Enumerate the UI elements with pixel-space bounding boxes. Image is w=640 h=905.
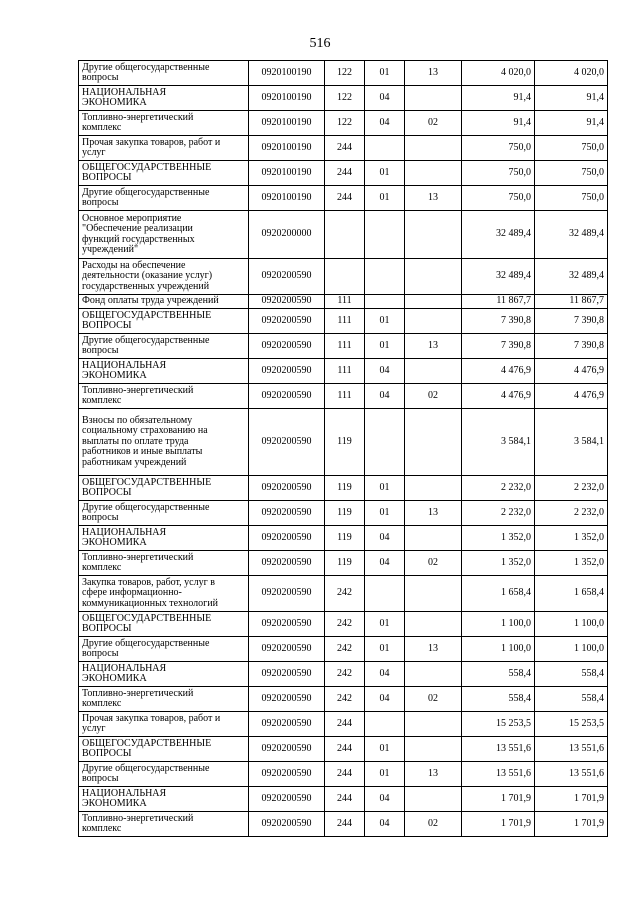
section-cell [365,295,405,309]
section-cell: 04 [365,551,405,576]
table-row [79,259,608,295]
section-cell: 04 [365,662,405,687]
subsection-cell [405,86,462,111]
amount-year2-cell: 32 489,4 [535,211,608,259]
expense-type-cell: 119 [325,501,365,526]
subsection-cell: 13 [405,762,462,787]
expense-name-cell: ОБЩЕГОСУДАРСТВЕННЫЕ ВОПРОСЫ [79,737,249,762]
table-row [79,526,608,551]
table-row [79,787,608,812]
table-body [79,61,608,837]
amount-year1-cell: 4 020,0 [462,61,535,86]
subsection-cell [405,409,462,476]
amount-year2-cell: 91,4 [535,111,608,136]
expense-name-cell: Фонд оплаты труда учреждений [79,295,249,309]
amount-year2-cell: 558,4 [535,662,608,687]
amount-year2-cell: 13 551,6 [535,737,608,762]
amount-year1-cell: 750,0 [462,161,535,186]
table-row [79,501,608,526]
amount-year2-cell: 2 232,0 [535,501,608,526]
expense-name-cell: Топливно-энергетический комплекс [79,812,249,837]
table-row [79,576,608,612]
subsection-cell [405,136,462,161]
target-article-code-cell: 0920200590 [249,712,325,737]
target-article-code-cell: 0920200590 [249,637,325,662]
amount-year2-cell: 750,0 [535,186,608,211]
subsection-cell [405,309,462,334]
expense-type-cell: 119 [325,526,365,551]
amount-year1-cell: 1 352,0 [462,526,535,551]
expense-name-cell: НАЦИОНАЛЬНАЯ ЭКОНОМИКА [79,526,249,551]
amount-year2-cell: 1 352,0 [535,526,608,551]
expense-name-cell: Прочая закупка товаров, работ и услуг [79,136,249,161]
subsection-cell [405,526,462,551]
subsection-cell: 13 [405,334,462,359]
amount-year1-cell: 1 100,0 [462,612,535,637]
target-article-code-cell: 0920200590 [249,737,325,762]
section-cell [365,136,405,161]
expense-type-cell: 244 [325,161,365,186]
expense-type-cell: 244 [325,812,365,837]
table-row [79,86,608,111]
target-article-code-cell: 0920200590 [249,295,325,309]
expense-type-cell: 122 [325,111,365,136]
expense-type-cell: 111 [325,334,365,359]
section-cell: 01 [365,762,405,787]
table-row [79,662,608,687]
amount-year1-cell: 558,4 [462,687,535,712]
target-article-code-cell: 0920200590 [249,334,325,359]
budget-table [78,60,608,837]
section-cell: 01 [365,186,405,211]
subsection-cell: 02 [405,384,462,409]
subsection-cell: 02 [405,111,462,136]
expense-name-cell: ОБЩЕГОСУДАРСТВЕННЫЕ ВОПРОСЫ [79,476,249,501]
section-cell: 01 [365,501,405,526]
section-cell: 04 [365,526,405,551]
amount-year1-cell: 7 390,8 [462,334,535,359]
expense-name-cell: НАЦИОНАЛЬНАЯ ЭКОНОМИКА [79,359,249,384]
expense-name-cell: НАЦИОНАЛЬНАЯ ЭКОНОМИКА [79,787,249,812]
subsection-cell [405,612,462,637]
amount-year1-cell: 11 867,7 [462,295,535,309]
expense-name-cell: Другие общегосударственные вопросы [79,637,249,662]
amount-year1-cell: 750,0 [462,136,535,161]
amount-year1-cell: 3 584,1 [462,409,535,476]
expense-type-cell: 244 [325,762,365,787]
amount-year2-cell: 1 100,0 [535,612,608,637]
amount-year2-cell: 2 232,0 [535,476,608,501]
amount-year1-cell: 15 253,5 [462,712,535,737]
subsection-cell [405,712,462,737]
amount-year2-cell: 558,4 [535,687,608,712]
subsection-cell [405,787,462,812]
expense-type-cell: 244 [325,787,365,812]
section-cell: 01 [365,334,405,359]
amount-year1-cell: 2 232,0 [462,501,535,526]
amount-year2-cell: 4 476,9 [535,359,608,384]
expense-type-cell: 122 [325,86,365,111]
expense-name-cell: Топливно-энергетический комплекс [79,687,249,712]
section-cell: 04 [365,812,405,837]
amount-year1-cell: 558,4 [462,662,535,687]
amount-year2-cell: 7 390,8 [535,334,608,359]
section-cell: 01 [365,737,405,762]
expense-name-cell: Другие общегосударственные вопросы [79,762,249,787]
table-row [79,295,608,309]
section-cell [365,576,405,612]
expense-type-cell: 119 [325,409,365,476]
table-row [79,111,608,136]
amount-year2-cell: 13 551,6 [535,762,608,787]
target-article-code-cell: 0920200590 [249,612,325,637]
table-row [79,612,608,637]
target-article-code-cell: 0920200590 [249,787,325,812]
amount-year1-cell: 4 476,9 [462,359,535,384]
target-article-code-cell: 0920200590 [249,687,325,712]
section-cell [365,409,405,476]
amount-year1-cell: 91,4 [462,111,535,136]
amount-year2-cell: 4 476,9 [535,384,608,409]
expense-type-cell: 242 [325,612,365,637]
table-row [79,359,608,384]
amount-year2-cell: 750,0 [535,161,608,186]
target-article-code-cell: 0920100190 [249,186,325,211]
expense-type-cell: 242 [325,576,365,612]
subsection-cell [405,161,462,186]
expense-name-cell: ОБЩЕГОСУДАРСТВЕННЫЕ ВОПРОСЫ [79,161,249,186]
expense-name-cell: Расходы на обеспечение деятельности (оказание услуг) государственных учреждений [79,259,249,295]
amount-year1-cell: 13 551,6 [462,762,535,787]
expense-type-cell: 242 [325,637,365,662]
subsection-cell: 02 [405,551,462,576]
amount-year1-cell: 750,0 [462,186,535,211]
section-cell: 04 [365,687,405,712]
target-article-code-cell: 0920100190 [249,111,325,136]
expense-name-cell: НАЦИОНАЛЬНАЯ ЭКОНОМИКА [79,662,249,687]
table-row [79,211,608,259]
target-article-code-cell: 0920200590 [249,576,325,612]
subsection-cell: 02 [405,812,462,837]
expense-type-cell: 242 [325,687,365,712]
expense-name-cell: Другие общегосударственные вопросы [79,186,249,211]
amount-year2-cell: 32 489,4 [535,259,608,295]
subsection-cell: 02 [405,687,462,712]
expense-name-cell: Закупка товаров, работ, услуг в сфере информационно- коммуникационных технологий [79,576,249,612]
target-article-code-cell: 0920200590 [249,762,325,787]
amount-year1-cell: 32 489,4 [462,259,535,295]
amount-year1-cell: 1 100,0 [462,637,535,662]
amount-year1-cell: 4 476,9 [462,384,535,409]
table-row [79,812,608,837]
subsection-cell [405,662,462,687]
target-article-code-cell: 0920200590 [249,409,325,476]
section-cell: 01 [365,476,405,501]
expense-type-cell: 111 [325,384,365,409]
target-article-code-cell: 0920100190 [249,136,325,161]
subsection-cell [405,476,462,501]
section-cell [365,259,405,295]
subsection-cell [405,576,462,612]
table-row [79,409,608,476]
table-row [79,384,608,409]
subsection-cell [405,259,462,295]
expense-name-cell: Другие общегосударственные вопросы [79,334,249,359]
expense-name-cell: Взносы по обязательному социальному страхованию на выплаты по оплате труда работников и иные выплаты работникам учреждений [79,409,249,476]
target-article-code-cell: 0920200590 [249,501,325,526]
section-cell: 04 [365,359,405,384]
amount-year1-cell: 32 489,4 [462,211,535,259]
amount-year1-cell: 1 701,9 [462,787,535,812]
section-cell: 01 [365,612,405,637]
expense-type-cell: 111 [325,309,365,334]
expense-type-cell: 244 [325,186,365,211]
amount-year1-cell: 1 701,9 [462,812,535,837]
section-cell: 01 [365,309,405,334]
amount-year2-cell: 7 390,8 [535,309,608,334]
target-article-code-cell: 0920100190 [249,86,325,111]
target-article-code-cell: 0920200590 [249,309,325,334]
expense-name-cell: Другие общегосударственные вопросы [79,501,249,526]
subsection-cell [405,211,462,259]
expense-name-cell: ОБЩЕГОСУДАРСТВЕННЫЕ ВОПРОСЫ [79,309,249,334]
table-row [79,309,608,334]
amount-year2-cell: 750,0 [535,136,608,161]
expense-type-cell: 111 [325,295,365,309]
expense-name-cell: Топливно-энергетический комплекс [79,384,249,409]
amount-year2-cell: 1 658,4 [535,576,608,612]
page-number: 516 [309,36,331,51]
expense-type-cell [325,259,365,295]
target-article-code-cell: 0920200590 [249,812,325,837]
amount-year2-cell: 1 701,9 [535,787,608,812]
section-cell [365,211,405,259]
table-row [79,637,608,662]
amount-year2-cell: 1 701,9 [535,812,608,837]
section-cell: 04 [365,384,405,409]
table-row [79,687,608,712]
expense-name-cell: ОБЩЕГОСУДАРСТВЕННЫЕ ВОПРОСЫ [79,612,249,637]
target-article-code-cell: 0920200590 [249,526,325,551]
section-cell [365,712,405,737]
subsection-cell [405,359,462,384]
target-article-code-cell: 0920100190 [249,61,325,86]
target-article-code-cell: 0920200590 [249,662,325,687]
amount-year1-cell: 7 390,8 [462,309,535,334]
expense-name-cell: Основное мероприятие "Обеспечение реализации функций государственных учреждений" [79,211,249,259]
amount-year2-cell: 1 352,0 [535,551,608,576]
expense-type-cell: 242 [325,662,365,687]
amount-year2-cell: 4 020,0 [535,61,608,86]
expense-name-cell: Другие общегосударственные вопросы [79,61,249,86]
expense-type-cell [325,211,365,259]
expense-type-cell: 119 [325,476,365,501]
expense-name-cell: Топливно-энергетический комплекс [79,551,249,576]
table-row [79,737,608,762]
section-cell: 01 [365,637,405,662]
expense-name-cell: НАЦИОНАЛЬНАЯ ЭКОНОМИКА [79,86,249,111]
amount-year1-cell: 1 352,0 [462,551,535,576]
amount-year1-cell: 91,4 [462,86,535,111]
table-row [79,186,608,211]
amount-year2-cell: 15 253,5 [535,712,608,737]
section-cell: 01 [365,161,405,186]
target-article-code-cell: 0920200590 [249,259,325,295]
target-article-code-cell: 0920200590 [249,476,325,501]
expense-type-cell: 244 [325,136,365,161]
expense-type-cell: 244 [325,737,365,762]
expense-name-cell: Топливно-энергетический комплекс [79,111,249,136]
amount-year1-cell: 13 551,6 [462,737,535,762]
table-row [79,712,608,737]
subsection-cell: 13 [405,186,462,211]
expense-type-cell: 111 [325,359,365,384]
amount-year2-cell: 1 100,0 [535,637,608,662]
section-cell: 04 [365,111,405,136]
expense-type-cell: 244 [325,712,365,737]
subsection-cell: 13 [405,61,462,86]
target-article-code-cell: 0920200590 [249,359,325,384]
subsection-cell [405,737,462,762]
target-article-code-cell: 0920200000 [249,211,325,259]
subsection-cell: 13 [405,637,462,662]
target-article-code-cell: 0920200590 [249,551,325,576]
subsection-cell: 13 [405,501,462,526]
table-row [79,61,608,86]
expense-name-cell: Прочая закупка товаров, работ и услуг [79,712,249,737]
table-row [79,136,608,161]
amount-year2-cell: 91,4 [535,86,608,111]
section-cell: 04 [365,787,405,812]
table-row [79,334,608,359]
target-article-code-cell: 0920100190 [249,161,325,186]
section-cell: 04 [365,86,405,111]
amount-year2-cell: 11 867,7 [535,295,608,309]
expense-type-cell: 119 [325,551,365,576]
expense-type-cell: 122 [325,61,365,86]
table-row [79,476,608,501]
target-article-code-cell: 0920200590 [249,384,325,409]
amount-year2-cell: 3 584,1 [535,409,608,476]
table-row [79,551,608,576]
table-row [79,161,608,186]
subsection-cell [405,295,462,309]
section-cell: 01 [365,61,405,86]
amount-year1-cell: 2 232,0 [462,476,535,501]
amount-year1-cell: 1 658,4 [462,576,535,612]
table-row [79,762,608,787]
